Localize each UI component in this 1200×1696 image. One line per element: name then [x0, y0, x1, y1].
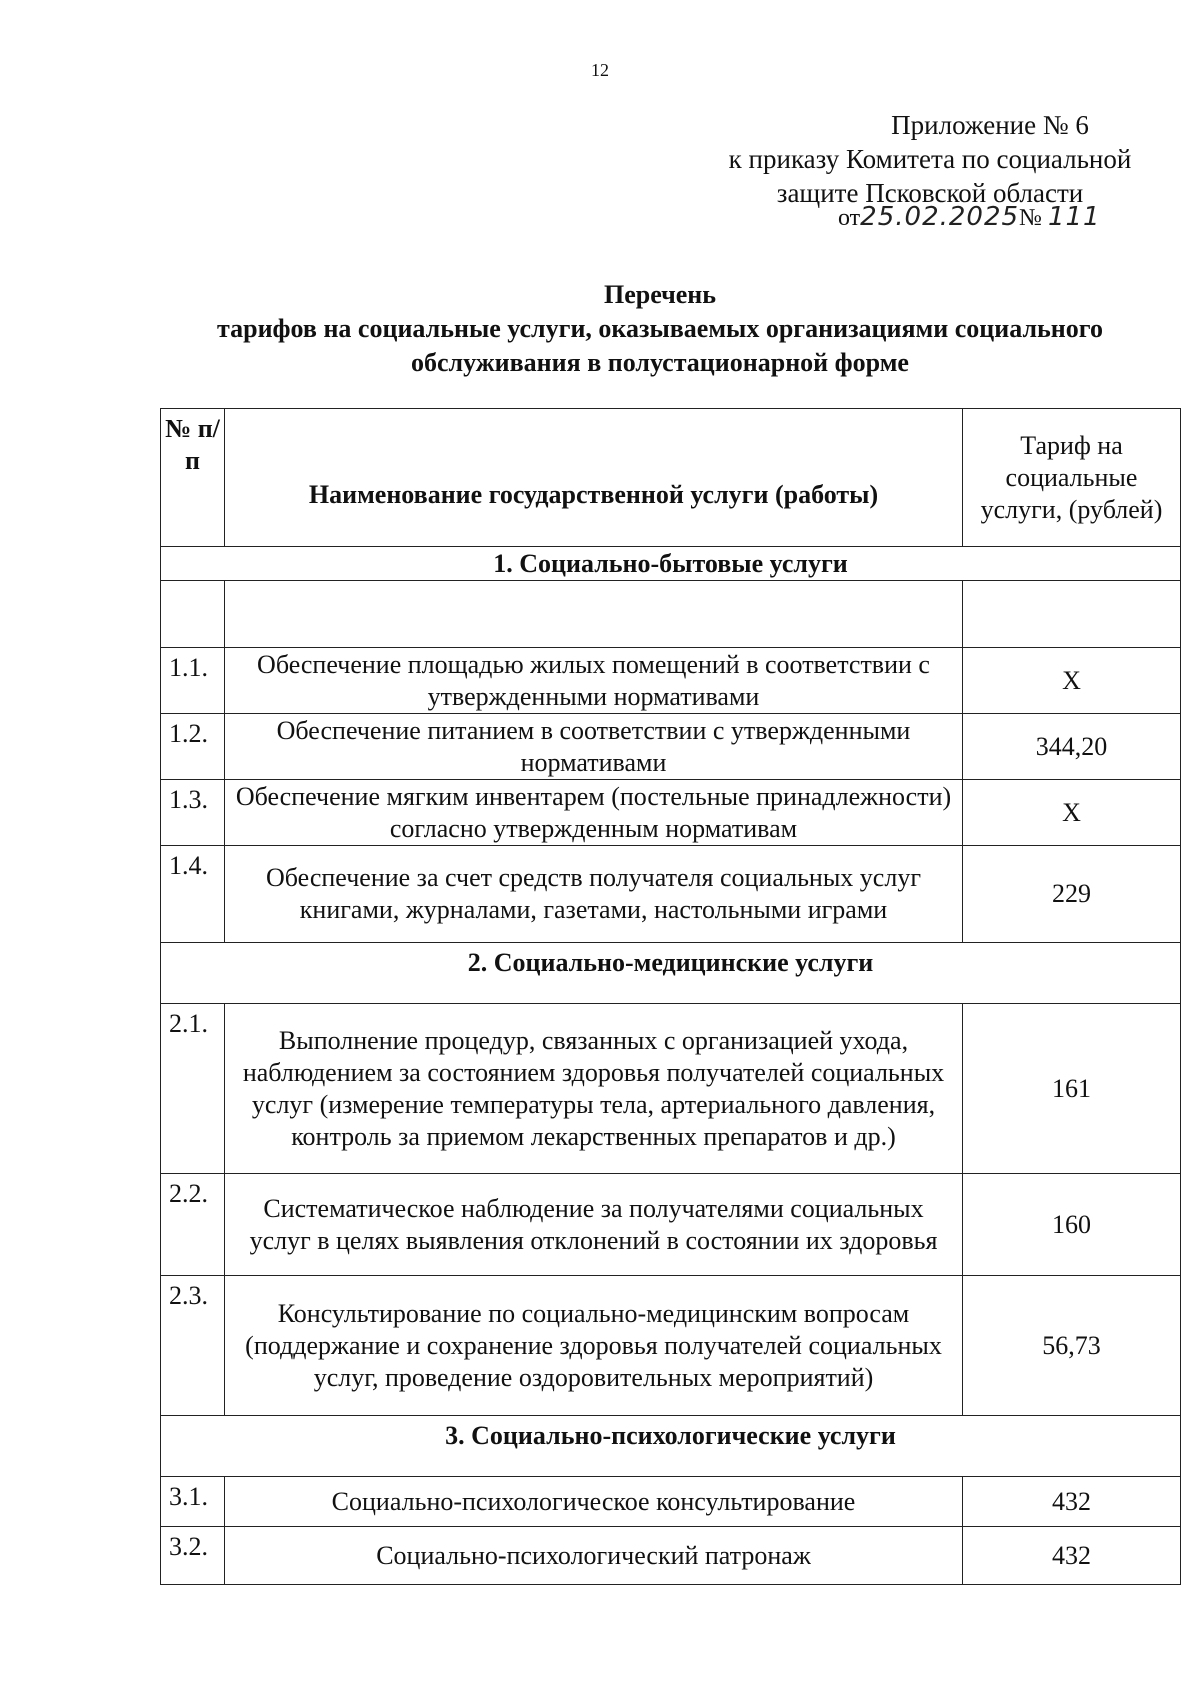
appendix-header: [700, 108, 1160, 210]
section-row: [161, 547, 1181, 581]
row-name: Социально-психологический патронаж: [225, 1527, 963, 1585]
appendix-line-3: защите Псковской области: [776, 178, 1084, 208]
row-name: Обеспечение мягким инвентарем (постельные принадлежности) согласно утвержденным нормативам: [225, 780, 963, 846]
row-num: 1.2.: [161, 714, 225, 780]
section-row: [161, 943, 1181, 1004]
appendix-line-2: к приказу Комитета по социальной: [728, 144, 1132, 174]
handwritten-number: 111: [1047, 202, 1101, 232]
row-name: Обеспечение площадью жилых помещений в соответствии с утвержденными нормативами: [225, 648, 963, 714]
section-title: 3. Социально-психологические услуги: [161, 1416, 1181, 1477]
blank-row: [161, 581, 1181, 648]
row-tariff: 344,20: [963, 714, 1181, 780]
table-row: [161, 1004, 1181, 1174]
row-num: 1.3.: [161, 780, 225, 846]
table-row: [161, 780, 1181, 846]
row-name: Обеспечение питанием в соответствии с утвержденными нормативами: [225, 714, 963, 780]
table-row: [161, 1276, 1181, 1416]
table-row: [161, 1174, 1181, 1276]
handwritten-date: 25.02.2025: [860, 202, 1020, 232]
row-name: Консультирование по социально-медицинским вопросам (поддержание и сохранение здоровья получателей социальных услуг, проведение оздоровительных мероприятий): [225, 1276, 963, 1416]
title-line-2: тарифов на социальные услуги, оказываемых организациями социального: [217, 314, 1103, 343]
section-title: 1. Социально-бытовые услуги: [161, 547, 1181, 581]
row-tariff: 432: [963, 1477, 1181, 1527]
row-name: Выполнение процедур, связанных с организацией ухода, наблюдением за состоянием здоровья получателей социальных услуг (измерение температуры тела, артериального давления, контроль за приемом лекарственных препаратов и др.): [225, 1004, 963, 1174]
row-name: Социально-психологическое консультирование: [225, 1477, 963, 1527]
table-row: [161, 1477, 1181, 1527]
header-name: Наименование государственной услуги (работы): [225, 409, 963, 547]
header-num: № п/п: [161, 409, 225, 547]
row-tariff: 161: [963, 1004, 1181, 1174]
row-num: 3.1.: [161, 1477, 225, 1527]
table-row: [161, 846, 1181, 943]
blank-cell: [225, 581, 963, 648]
header-tariff: Тариф на социальные услуги, (рублей): [963, 409, 1181, 547]
row-tariff: 56,73: [963, 1276, 1181, 1416]
row-tariff: Х: [963, 648, 1181, 714]
table-row: [161, 1527, 1181, 1585]
table-row: [161, 714, 1181, 780]
row-num: 1.1.: [161, 648, 225, 714]
row-num: 2.3.: [161, 1276, 225, 1416]
blank-cell: [161, 581, 225, 648]
row-num: 2.2.: [161, 1174, 225, 1276]
row-tariff: 160: [963, 1174, 1181, 1276]
table-header-row: [161, 409, 1181, 547]
table-row: [161, 648, 1181, 714]
tariff-table: [160, 408, 1181, 1585]
date-prefix: от: [838, 205, 861, 231]
row-tariff: 229: [963, 846, 1181, 943]
row-tariff: Х: [963, 780, 1181, 846]
number-prefix: №: [1019, 205, 1042, 231]
row-num: 1.4.: [161, 846, 225, 943]
section-row: [161, 1416, 1181, 1477]
title-line-3: обслуживания в полустационарной форме: [411, 348, 909, 377]
row-name: Обеспечение за счет средств получателя социальных услуг книгами, журналами, газетами, настольными играми: [225, 846, 963, 943]
section-title: 2. Социально-медицинские услуги: [161, 943, 1181, 1004]
order-date-number: [838, 202, 1101, 232]
row-num: 3.2.: [161, 1527, 225, 1585]
document-title: [150, 278, 1170, 380]
row-num: 2.1.: [161, 1004, 225, 1174]
blank-cell: [963, 581, 1181, 648]
row-tariff: 432: [963, 1527, 1181, 1585]
title-line-1: Перечень: [603, 280, 717, 309]
appendix-line-1: Приложение № 6: [891, 110, 1089, 140]
page-number: 12: [591, 60, 609, 80]
row-name: Систематическое наблюдение за получателями социальных услуг в целях выявления отклонений в состоянии их здоровья: [225, 1174, 963, 1276]
